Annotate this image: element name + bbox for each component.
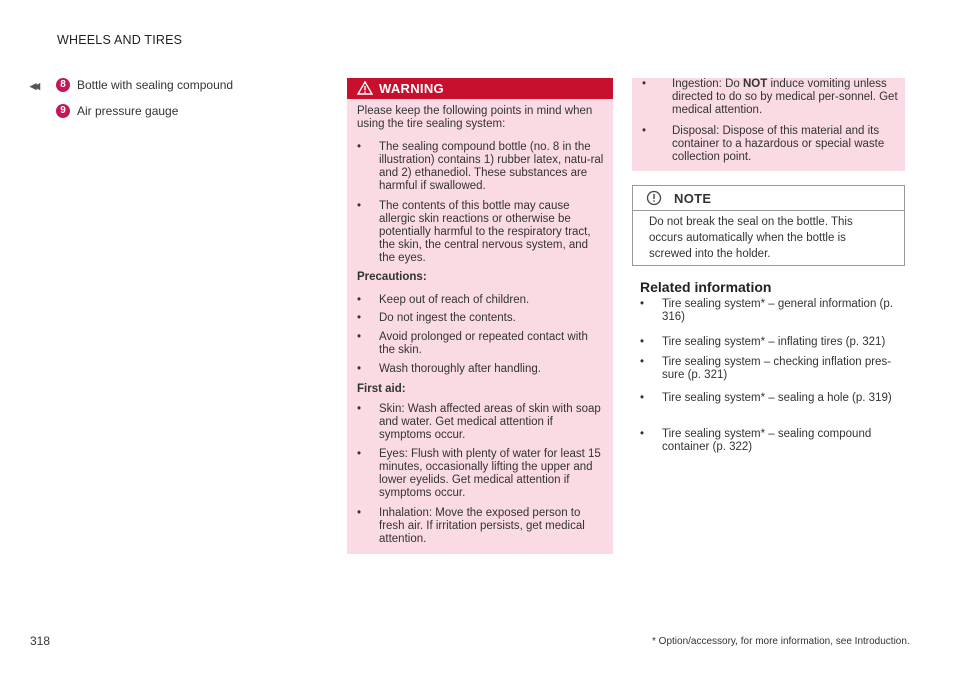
callout-item [56, 78, 233, 92]
callout-label: Air pressure gauge [77, 104, 179, 118]
warning-triangle-icon [357, 81, 373, 95]
note-box [632, 185, 905, 266]
info-icon [646, 190, 662, 206]
callout-label: Bottle with sealing compound [77, 78, 234, 92]
note-title: NOTE [674, 191, 712, 206]
precautions-label: Precautions: [357, 271, 427, 283]
note-header [633, 186, 904, 211]
warning-title: WARNING [379, 81, 444, 96]
callout-number-badge: 8 [56, 78, 70, 92]
warning-continued: • Ingestion: Do NOT induce vomiting unless directed to do so by medical per-sonnel. Get medical attention. • Disposal: Dispose of this material and its container to a hazardous or special waste collection point. [632, 78, 905, 171]
warning-intro: Please keep the following points in mind when using the tire sealing system: [357, 105, 593, 130]
warning-header [347, 78, 613, 99]
section-header: WHEELS AND TIRES [57, 33, 183, 47]
related-info-heading: Related information [640, 279, 772, 295]
callout-item [56, 104, 178, 118]
first-aid-label: First aid: [357, 383, 406, 395]
callout-number-badge: 9 [56, 104, 70, 118]
page-number: 318 [30, 634, 51, 648]
previous-page-icon[interactable]: ◂◂ [30, 78, 38, 93]
footnote: * Option/accessory, for more information, see Introduction. [652, 636, 910, 647]
note-text: Do not break the seal on the bottle. This occurs automatically when the bottle is screwed into the holder. [649, 216, 853, 260]
warning-body: Please keep the following points in mind when using the tire sealing system: • The sealing compound bottle (no. 8 in the illustration) contains 1) rubber latex, natu-ral and 2) ethanediol. These substances are harmful if swallowed. • The contents of this bottle may cause allergic skin reactions or otherwise be potentially harmful to the respiratory tract, the skin, the central nervous system, and the eyes. Precautions: • Keep out of reach of children. • Do not ingest the contents. • Avoid prolonged or repeated contact with the skin. • Wash thoroughly after handling. First aid: • Skin: Wash affected areas of skin with soap and water. Get medical attention if symptoms occur. • Eyes: Flush with plenty of water for least 15 minutes, occasionally lifting the upper and lower eyelids. Get medical attention if symptoms occur. • Inhalation: Move the exposed person to fresh air. If irritation persists, get medical attention. [347, 99, 613, 554]
